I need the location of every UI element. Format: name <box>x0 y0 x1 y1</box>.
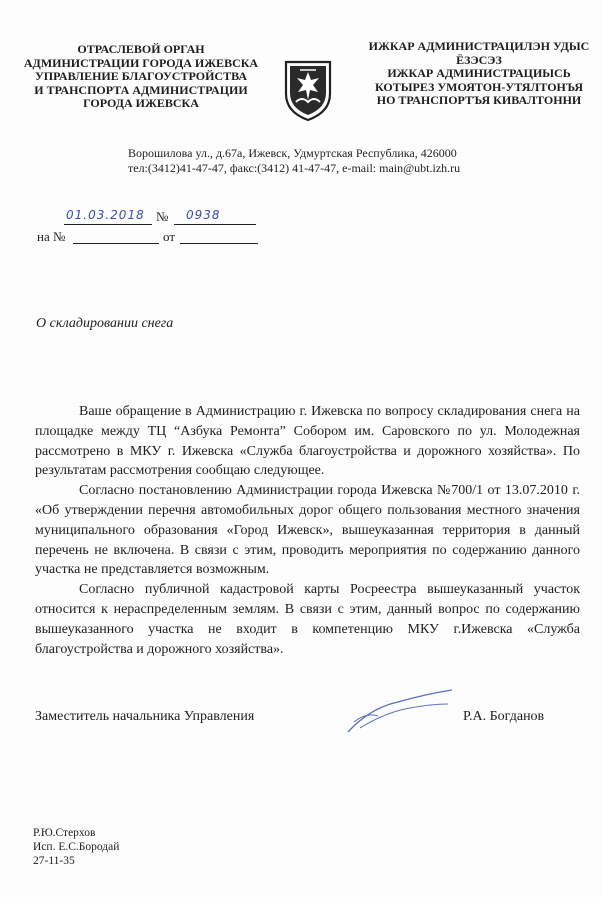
executor-line: Исп. Е.С.Бородай <box>33 841 120 853</box>
executor-block <box>33 826 119 868</box>
executor-phone: 27-11-35 <box>33 855 75 867</box>
body-paragraph: Ваше обращение в Администрацию г. Ижевска по вопросу складирования снега на площадке между ТЦ “Азбука Ремонта” Собором им. Саровского по ул. Молодежная рассмотрено в МКУ г. Ижевска «Служба благоустройства и дорожного хозяйства». По результатам рассмотрения сообщаю следующее. <box>35 404 580 479</box>
org-name-line: ИЖКАР АДМИНИСТРАЦИЛЭН УДЫС <box>368 39 590 53</box>
signatory-role: Заместитель начальника Управления <box>35 709 255 724</box>
reply-number-underline <box>73 243 159 244</box>
reply-date-label: от <box>163 229 176 244</box>
org-name-line: ИЖКАР АДМИНИСТРАЦИЫСЬ <box>387 66 571 80</box>
org-name-line: АДМИНИСТРАЦИИ ГОРОДА ИЖЕВСКА <box>23 55 259 70</box>
org-name-line: И ТРАНСПОРТА АДМИНИСТРАЦИИ <box>34 82 248 97</box>
org-name-udmurt <box>356 40 602 108</box>
coat-of-arms-icon <box>280 58 336 122</box>
contacts-line: тел:(3412)41-47-47, факс:(3412) 41-47-47, e-mail: main@ubt.izh.ru <box>128 161 461 175</box>
reply-number-label: на № <box>37 229 66 244</box>
number-underline <box>174 224 256 225</box>
letter-subject: О складировании снега <box>36 316 174 331</box>
date-underline <box>64 224 152 225</box>
org-name-line: КОТЫРЕЗ УМОЯТОН-УТЯЛТОНЪЯ <box>375 79 583 94</box>
address-line: Ворошилова ул., д.67а, Ижевск, Удмуртская Республика, 426000 <box>128 146 457 160</box>
signatory-name: Р.А. Богданов <box>463 709 545 724</box>
address-block <box>128 146 488 176</box>
handwritten-signature-icon <box>340 682 460 742</box>
org-name-line: ЁЗЭСЭЗ <box>456 52 502 67</box>
reply-date-underline <box>180 243 258 244</box>
body-paragraph: Согласно постановлению Администрации города Ижевска №700/1 от 13.07.2010 г. «Об утверждении перечня автомобильных дорог общего пользования местного значения муниципального образования «Город Ижевск», вышеуказанная территория в данный перечень не включена. В связи с этим, проводить мероприятия по содержанию данного участка не представляется возможным. <box>35 483 580 578</box>
outgoing-number: 0938 <box>186 208 221 222</box>
org-name-line: УПРАВЛЕНИЕ БЛАГОУСТРОЙСТВА <box>35 69 247 83</box>
org-name-line: ГОРОДА ИЖЕВСКА <box>83 96 199 110</box>
org-name-russian <box>10 43 272 111</box>
letter-body <box>35 402 580 659</box>
outgoing-date: 01.03.2018 <box>66 208 145 222</box>
executor-line: Р.Ю.Стерхов <box>33 827 96 839</box>
body-paragraph: Согласно публичной кадастровой карты Росреестра вышеуказанный участок относится к нераспределенным землям. В связи с этим, данный вопрос по содержанию вышеуказанного участка не входит в компетенцию МКУ г.Ижевска «Служба благоустройства и дорожного хозяйства». <box>35 582 580 657</box>
org-name-line: ОТРАСЛЕВОЙ ОРГАН <box>77 42 205 56</box>
org-name-line: НО ТРАНСПОРТЪЯ КИВАЛТОННИ <box>376 93 582 107</box>
number-label: № <box>156 209 169 224</box>
